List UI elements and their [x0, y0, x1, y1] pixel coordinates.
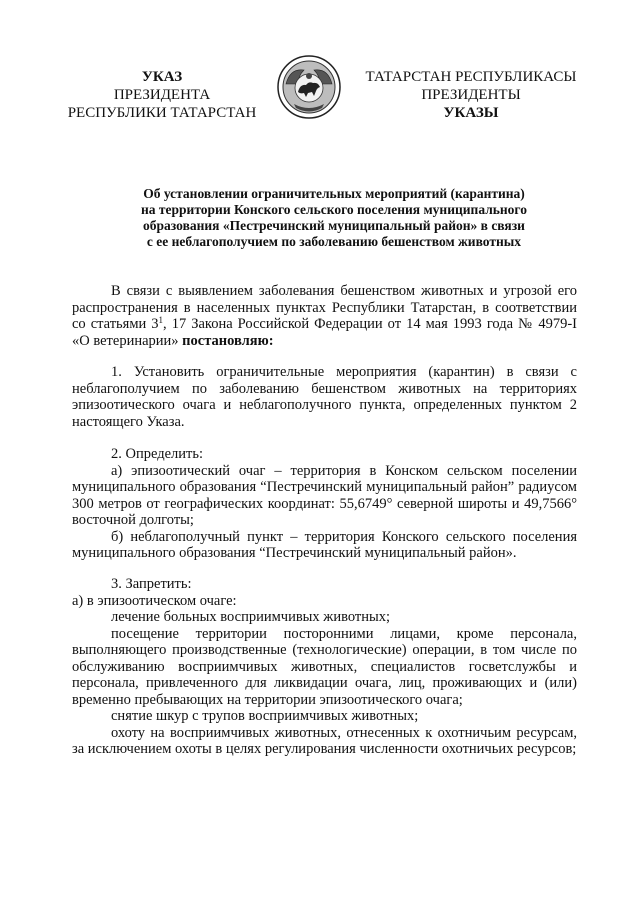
preamble-text-start: В связи с выявлением заболевания бешенством животных и угрозой его распространения в населенных пунктах Республики Татарстан, в соответствии со статьями 3 [72, 283, 577, 332]
preamble-superscript: 1 [158, 315, 164, 325]
header-right-line2: ПРЕЗИДЕНТЫ [421, 87, 521, 103]
item-3-line: охоту на восприимчивых животных, отнесенных к охотничьим ресурсам, за исключением охоты в целях регулирования численности охотничьих ресурсов; [72, 724, 577, 757]
item-3-a-heading: а) в эпизоотическом очаге: [72, 592, 237, 609]
title-line3: образования «Пестречинский муниципальный район» в связи [143, 218, 525, 233]
decree-title [72, 186, 596, 250]
item-3-line: лечение больных восприимчивых животных; [111, 609, 390, 625]
preamble-section [72, 283, 577, 349]
header-left-line3: РЕСПУБЛИКИ ТАТАРСТАН [67, 105, 257, 121]
header-right-line3: УКАЗЫ [443, 105, 499, 121]
item-2-b-paragraph: б) неблагополучный пункт – территория Конского сельского поселения муниципального образования “Пестречинский муниципальный район». [72, 528, 577, 561]
preamble-text-end: , 17 Закона Российской Федерации от 14 мая 1993 года № 4979-I «О ветеринарии» [72, 316, 577, 349]
preamble-colon: : [268, 332, 274, 349]
item-2-a-paragraph: а) эпизоотический очаг – территория в Конском сельском поселении муниципального образования “Пестречинский муниципальный район” радиусом 300 метров от географических координат: 55,6749° северной широты и 49,7566° восточной долготы; [72, 462, 577, 528]
header-left-block [62, 68, 262, 122]
item-2-heading: 2. Определить: [111, 446, 204, 462]
title-line2: на территории Конского сельского поселения муниципального [141, 202, 527, 217]
header-right-line1: ТАТАРСТАН РЕСПУБЛИКАСЫ [365, 69, 577, 85]
item-3-line: посещение территории посторонними лицами, кроме персонала, выполняющего производственные (технологические) операции, в том числе по обслуживанию восприимчивых животных, специалистов госветслужбы и персонала, привлеченного для ликвидации очага, лиц, проживающих и (или) временно пребывающих на территории эпизоотического очага; [72, 625, 577, 708]
item-3-line: снятие шкур с трупов восприимчивых животных; [111, 708, 419, 724]
coat-of-arms-tatarstan-icon [276, 54, 342, 120]
title-line1: Об установлении ограничительных мероприятий (карантина) [143, 186, 525, 201]
item-1-paragraph: 1. Установить ограничительные мероприятия (карантин) в связи с неблагополучием по заболеванию бешенством животных на территориях эпизоотического очага и неблагополучного пункта, определенных пунктом 2 настоящего Указа. [72, 364, 577, 430]
item-3-heading: 3. Запретить: [111, 576, 192, 592]
title-line4: с ее неблагополучием по заболеванию бешенством животных [146, 234, 522, 249]
preamble-bold-word: постановляю [182, 332, 269, 349]
item-1-section [72, 364, 577, 430]
header-left-line1: УКАЗ [141, 69, 183, 85]
item-2-section [72, 446, 577, 562]
preamble-paragraph [72, 283, 577, 349]
header-right-block [360, 68, 582, 122]
header-left-line2: ПРЕЗИДЕНТА [113, 87, 211, 103]
item-3-section [72, 576, 577, 758]
